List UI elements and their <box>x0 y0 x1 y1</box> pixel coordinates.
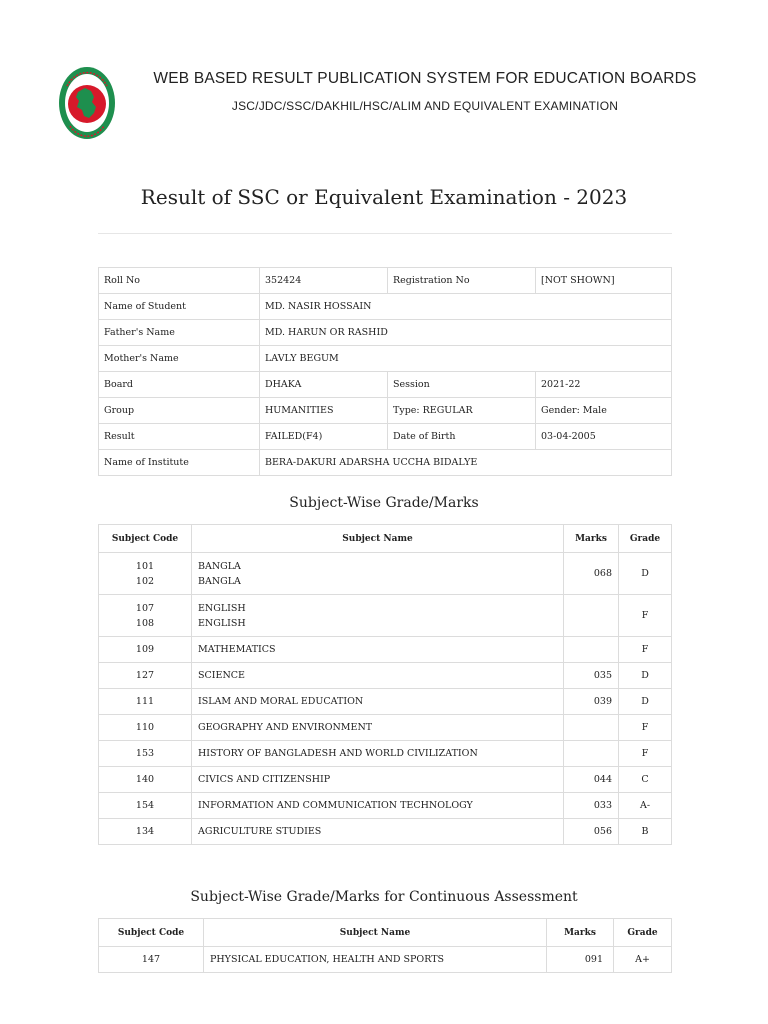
roll-label: Roll No <box>99 268 260 294</box>
subject-grade: D <box>619 553 672 595</box>
col-subject-code: Subject Code <box>99 525 192 553</box>
dob-value: 03-04-2005 <box>536 424 672 450</box>
subject-grade: C <box>619 767 672 793</box>
info-row-board <box>99 372 672 398</box>
subject-code: 154 <box>99 793 192 819</box>
subject-grade: A+ <box>614 947 672 973</box>
subject-grade: F <box>619 637 672 663</box>
table-row <box>99 595 672 637</box>
subject-name <box>192 553 564 595</box>
subject-name-line: ENGLISH <box>198 602 246 614</box>
subject-name-line: ENGLISH <box>198 617 246 629</box>
subject-code: 127 <box>99 663 192 689</box>
info-row-institute <box>99 450 672 476</box>
subject-marks <box>564 637 619 663</box>
subject-code: 153 <box>99 741 192 767</box>
subject-code <box>99 553 192 595</box>
table-row <box>99 715 672 741</box>
subject-code: 134 <box>99 819 192 845</box>
subject-grade: F <box>619 741 672 767</box>
subject-name: GEOGRAPHY AND ENVIRONMENT <box>192 715 564 741</box>
board-label: Board <box>99 372 260 398</box>
subject-name: INFORMATION AND COMMUNICATION TECHNOLOGY <box>192 793 564 819</box>
subject-name-line: BANGLA <box>198 560 241 572</box>
divider <box>98 233 672 234</box>
grades-header-row <box>99 525 672 553</box>
subject-name <box>192 595 564 637</box>
type-value: Type: REGULAR <box>388 398 536 424</box>
table-row <box>99 637 672 663</box>
table-row <box>99 793 672 819</box>
subject-marks <box>564 741 619 767</box>
subject-grade: A- <box>619 793 672 819</box>
group-label: Group <box>99 398 260 424</box>
subject-marks: 033 <box>564 793 619 819</box>
registration-label: Registration No <box>388 268 536 294</box>
subject-marks <box>564 715 619 741</box>
info-row-group <box>99 398 672 424</box>
government-emblem-logo <box>58 66 116 140</box>
subject-code-line: 102 <box>135 575 155 587</box>
subject-grade: F <box>619 715 672 741</box>
subject-code-line: 101 <box>135 560 155 572</box>
student-name-label: Name of Student <box>99 294 260 320</box>
subject-code: 140 <box>99 767 192 793</box>
subject-grade: F <box>619 595 672 637</box>
info-row-father <box>99 320 672 346</box>
subject-name: CIVICS AND CITIZENSHIP <box>192 767 564 793</box>
col-subject-name: Subject Name <box>204 919 547 947</box>
student-info-table <box>98 267 672 476</box>
page-title: Result of SSC or Equivalent Examination - 2023 <box>140 185 628 209</box>
subject-grade: D <box>619 689 672 715</box>
board-value: DHAKA <box>260 372 388 398</box>
mother-name-label: Mother's Name <box>99 346 260 372</box>
ca-header-row <box>99 919 672 947</box>
subject-name: ISLAM AND MORAL EDUCATION <box>192 689 564 715</box>
roll-value: 352424 <box>260 268 388 294</box>
subject-name: AGRICULTURE STUDIES <box>192 819 564 845</box>
subject-code: 109 <box>99 637 192 663</box>
subject-code-line: 108 <box>135 617 155 629</box>
subject-marks: 039 <box>564 689 619 715</box>
continuous-assessment-table <box>98 918 672 973</box>
subject-code: 111 <box>99 689 192 715</box>
subject-name: MATHEMATICS <box>192 637 564 663</box>
info-row-roll <box>99 268 672 294</box>
result-value: FAILED(F4) <box>260 424 388 450</box>
site-title: WEB BASED RESULT PUBLICATION SYSTEM FOR EDUCATION BOARDS <box>153 70 697 87</box>
subject-code <box>99 595 192 637</box>
subject-marks: 068 <box>564 553 619 595</box>
subject-name: PHYSICAL EDUCATION, HEALTH AND SPORTS <box>204 947 547 973</box>
father-name-label: Father's Name <box>99 320 260 346</box>
result-label: Result <box>99 424 260 450</box>
col-subject-code: Subject Code <box>99 919 204 947</box>
group-value: HUMANITIES <box>260 398 388 424</box>
subject-marks: 044 <box>564 767 619 793</box>
student-name-value: MD. NASIR HOSSAIN <box>260 294 672 320</box>
subject-marks: 091 <box>547 947 614 973</box>
info-row-mother <box>99 346 672 372</box>
table-row <box>99 689 672 715</box>
institute-value: BERA-DAKURI ADARSHA UCCHA BIDALYE <box>260 450 672 476</box>
table-row <box>99 553 672 595</box>
subject-grades-table <box>98 524 672 845</box>
table-row <box>99 947 672 973</box>
session-label: Session <box>388 372 536 398</box>
info-row-result <box>99 424 672 450</box>
table-row <box>99 767 672 793</box>
subject-marks: 056 <box>564 819 619 845</box>
institute-label: Name of Institute <box>99 450 260 476</box>
subject-name-line: BANGLA <box>198 575 241 587</box>
subject-marks <box>564 595 619 637</box>
site-subtitle: JSC/JDC/SSC/DAKHIL/HSC/ALIM AND EQUIVALENT EXAMINATION <box>231 99 619 113</box>
col-grade: Grade <box>619 525 672 553</box>
col-marks: Marks <box>564 525 619 553</box>
registration-value: [NOT SHOWN] <box>536 268 672 294</box>
subject-code: 147 <box>99 947 204 973</box>
col-grade: Grade <box>614 919 672 947</box>
info-row-name <box>99 294 672 320</box>
table-row <box>99 819 672 845</box>
subject-code: 110 <box>99 715 192 741</box>
session-value: 2021-22 <box>536 372 672 398</box>
dob-label: Date of Birth <box>388 424 536 450</box>
subject-name: HISTORY OF BANGLADESH AND WORLD CIVILIZATION <box>192 741 564 767</box>
table-row <box>99 741 672 767</box>
continuous-assessment-section-title: Subject-Wise Grade/Marks for Continuous Assessment <box>190 889 578 905</box>
subject-grade: D <box>619 663 672 689</box>
col-subject-name: Subject Name <box>192 525 564 553</box>
subject-marks: 035 <box>564 663 619 689</box>
subject-code-line: 107 <box>135 602 155 614</box>
father-name-value: MD. HARUN OR RASHID <box>260 320 672 346</box>
mother-name-value: LAVLY BEGUM <box>260 346 672 372</box>
grades-section-title: Subject-Wise Grade/Marks <box>289 495 479 511</box>
col-marks: Marks <box>547 919 614 947</box>
gender-value: Gender: Male <box>536 398 672 424</box>
subject-grade: B <box>619 819 672 845</box>
table-row <box>99 663 672 689</box>
subject-name: SCIENCE <box>192 663 564 689</box>
